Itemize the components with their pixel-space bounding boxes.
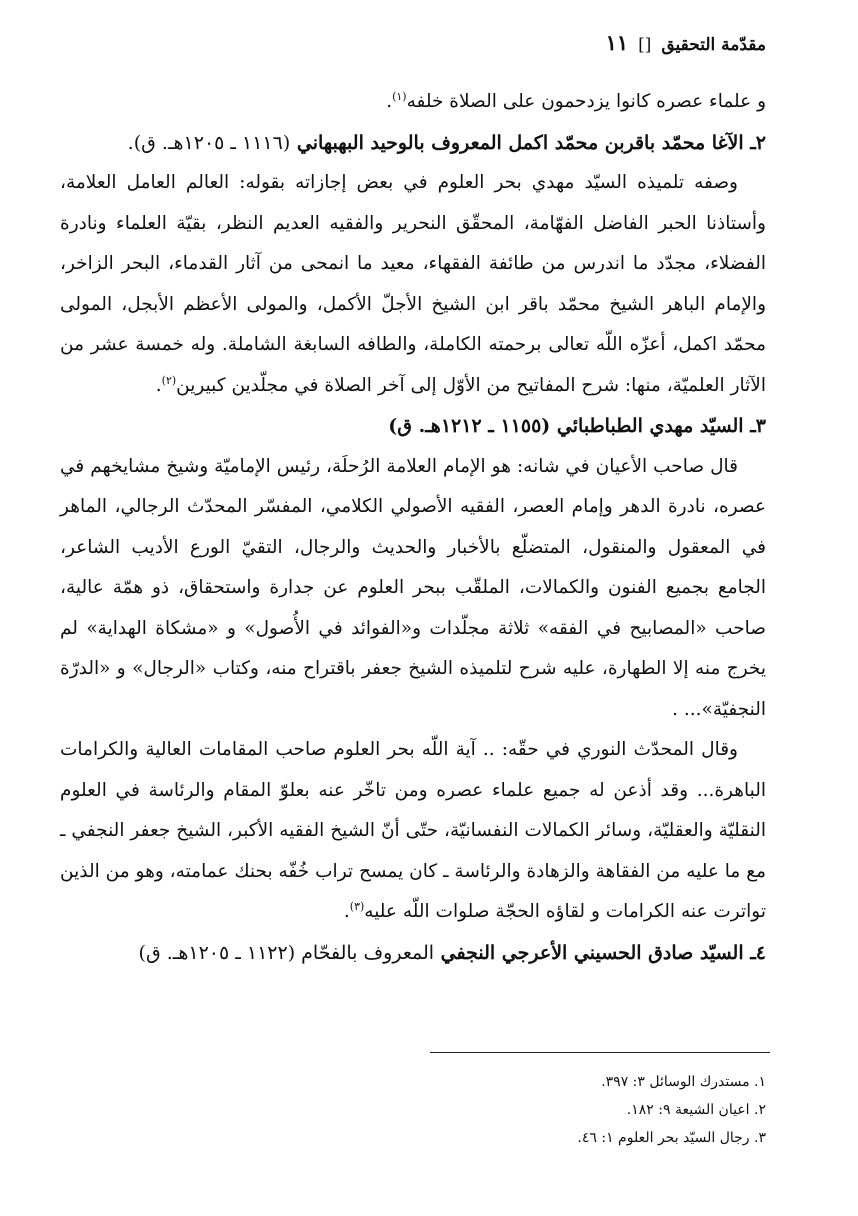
header-separator: []: [638, 35, 652, 55]
section-heading: ٤ـ السيّد صادق الحسيني الأعرجي النجفي المعروف بالفحّام (١١٢٢ ـ ١٢٠٥هـ. ق): [138, 941, 766, 964]
header-title: مقدّمة التحقيق: [661, 35, 766, 55]
footnote-marker: (١): [392, 89, 407, 103]
paragraph: وقال المحدّث النوري في حقّه: .. آية اللّه بحر العلوم صاحب المقامات العالية والكرامات الباهرة... وقد أذعن له جميع علماء عصره ومن تاخّر عنه بعلوّ المقام والرئاسة في العلوم النقليّة والعقليّة، وسائر الكمالات النفسانيّة، حتّى أنّ الشيخ الفقيه الأكبر، الشيخ جعفر النجفي ـ مع ما عليه من الفقاهة والزهادة والرئاسة ـ كان يمسح تراب خُفّه بحنك عمامته، وهو من الذين تواترت عنه الكرامات و لقاؤه الحجّة صلوات اللّه عليه$^{(٣)}$.: [60, 739, 766, 922]
footnote-marker: (٢): [161, 373, 177, 387]
paragraph: قال صاحب الأعيان في شانه: هو الإمام العلامة الرُحلَة، رئيس الإماميّة وشيخ مشايخهم في عصره، نادرة الدهر وإمام العصر، الفقيه الأصولي الكلامي، المفسّر المحدّث الرجالي، الماهر في المعقول والمنقول، المتضلّع بالأخبار والحديث والرجال، التقيّ الورع الأديب الشاعر، الجامع بجميع الفنون والكمالات، الملقّب ببحر العلوم عن جدارة واستحقاق، ذو همّة عالية، صاحب «المصابيح في الفقه» ثلاثة مجلّدات و«الفوائد في الأُصول» و «مشكاة الهداية» لم يخرج منه إلا الطهارة، عليه شرح لتلميذه الشيخ جعفر باقتراح منه، وكتاب «الرجال» و «الدرّة النجفيّة»... .: [60, 455, 766, 720]
running-header: [606, 30, 766, 55]
section-heading: ٣ـ السيّد مهدي الطباطبائي (١١٥٥ ـ ١٢١٢هـ. ق): [388, 415, 766, 437]
footnote: ٣. رجال السيّد بحر العلوم ١: ٤٦.: [577, 1130, 766, 1146]
body-text: [60, 82, 766, 973]
section-heading: ٢ـ الآغا محمّد باقربن محمّد اكمل المعروف بالوحيد البهبهاني (١١١٦ ـ ١٢٠٥هـ. ق).: [127, 131, 766, 154]
footnote: ١. مستدرك الوسائل ٣: ٣٩٧.: [601, 1074, 766, 1090]
paragraph: و علماء عصره كانوا يزدحمون على الصلاة خلفه$^{(١)}$.: [386, 89, 766, 112]
footnote: ٢. اعيان الشيعة ٩: ١٨٢.: [626, 1102, 766, 1118]
footnote-marker: (٣): [349, 899, 365, 913]
page-number: ١١: [605, 30, 629, 55]
heading-dates: (١١١٦ ـ ١٢٠٥هـ. ق).: [127, 131, 291, 154]
footnote-divider: [430, 1052, 770, 1053]
footnotes: [366, 1068, 766, 1152]
heading-rest: المعروف بالفحّام (١١٢٢ ـ ١٢٠٥هـ. ق): [138, 941, 435, 964]
paragraph: وصفه تلميذه السيّد مهدي بحر العلوم في بعض إجازاته بقوله: العالم العامل العلامة، وأستاذنا الحبر الفاضل الفهّامة، المحقّق النحرير والفقيه العديم النظر، بقيّة العلماء ونادرة الفضلاء، مجدّد ما اندرس من طائفة الفقهاء، معيد ما انمحى من آثار القدماء، البحر الزاخر، والإمام الباهر الشيخ محمّد باقر ابن الشيخ الأجلّ الأكمل، والمولى الأعظم الأبجل، المولى محمّد اكمل، أعزّه اللّه تعالى برحمته الكاملة، والطافه السابغة الشاملة. وله خمسة عشر من الآثار العلميّة، منها: شرح المفاتيح من الأوّل إلى آخر الصلاة في مجلّدين كبيرين$^{(٢)}$.: [60, 172, 766, 396]
heading-dates: (١١٥٥ ـ ١٢١٢هـ. ق): [388, 415, 551, 437]
